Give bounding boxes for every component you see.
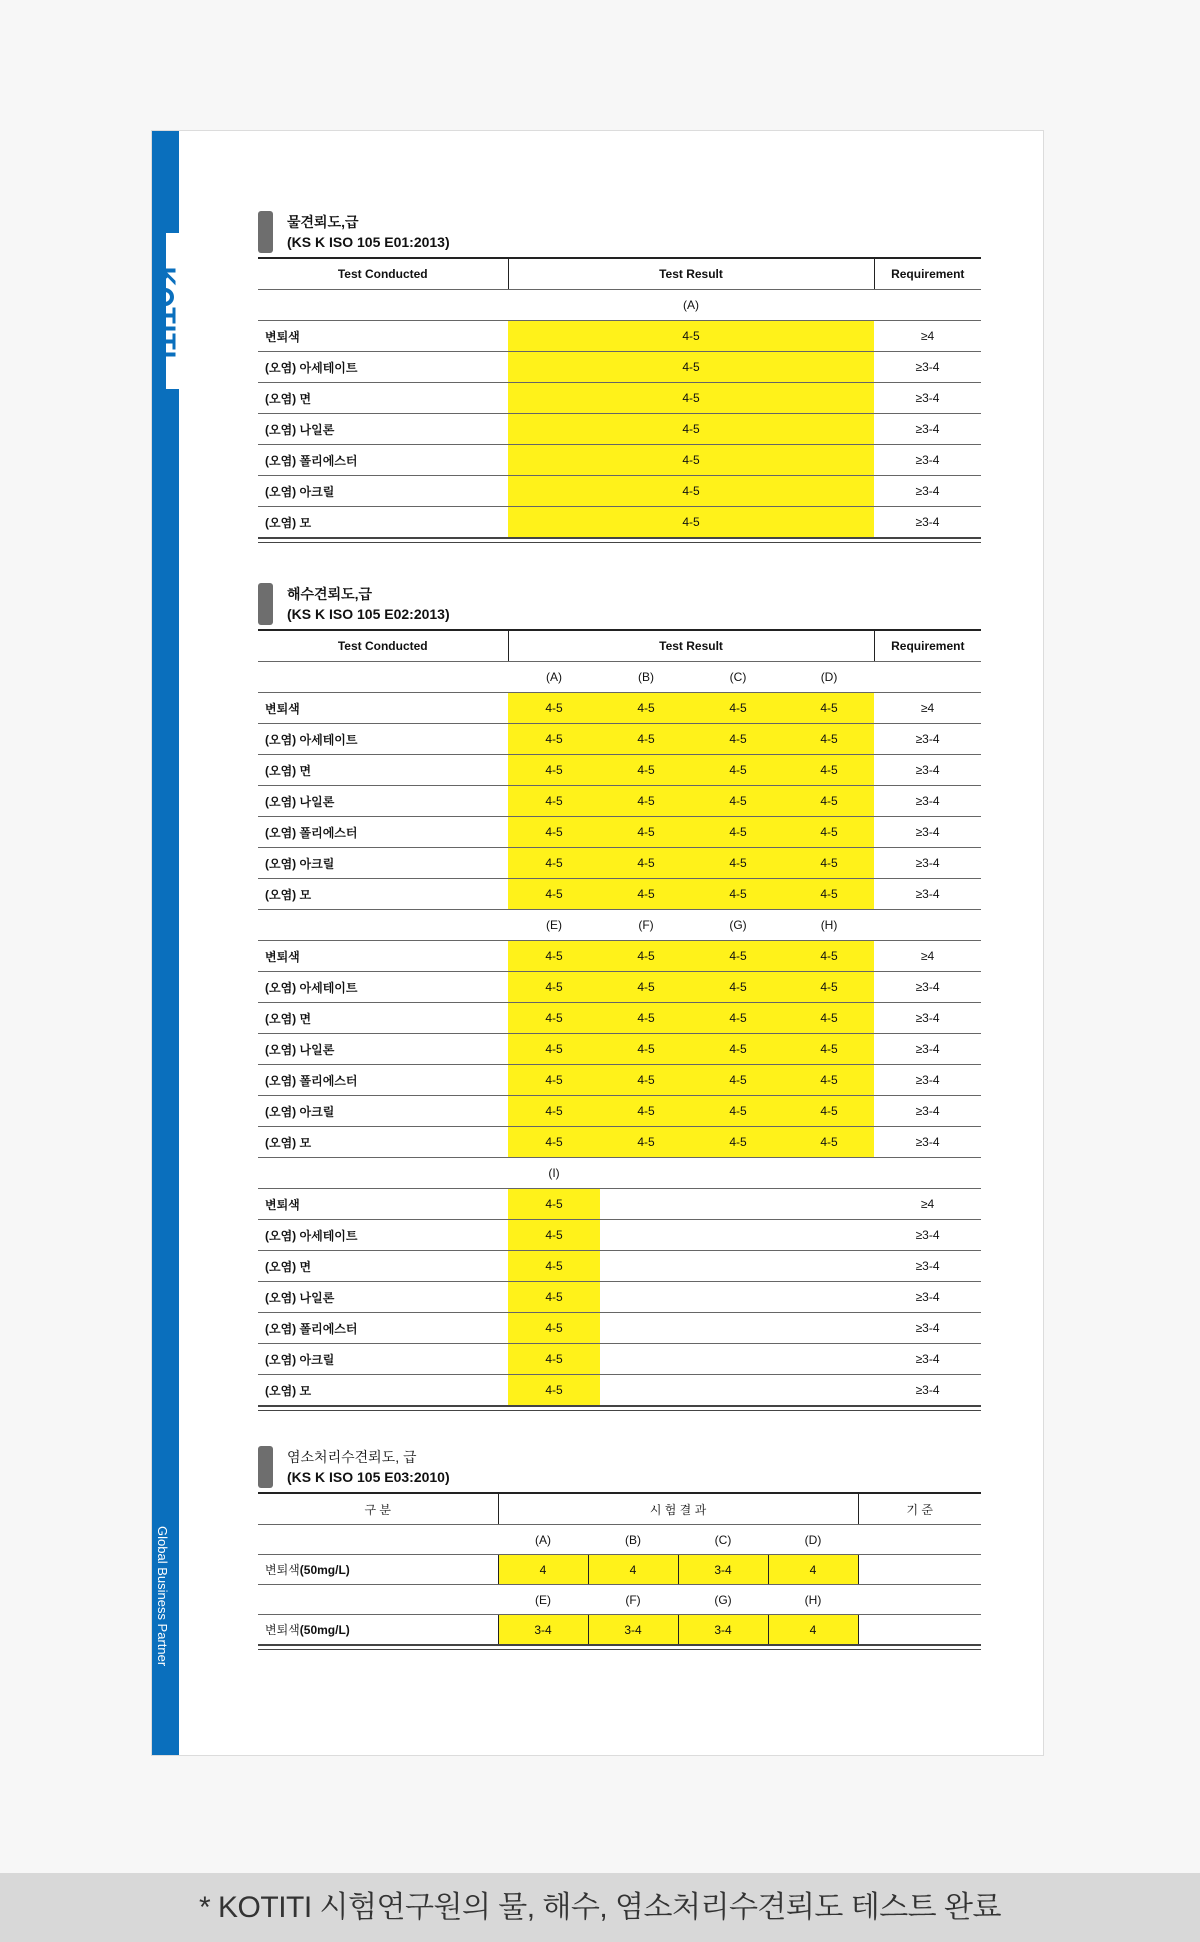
header-test-result: Test Result [508,630,874,662]
section-standard: (KS K ISO 105 E02:2013) [287,606,450,622]
result-cell: 4-5 [784,1096,874,1127]
result-cell [600,1313,692,1344]
result-cell: 4-5 [692,941,784,972]
row-label: 변퇴색 [258,941,508,972]
result-cell: 4-5 [600,1034,692,1065]
sample-label: (E) [508,910,600,941]
table-row [258,1251,981,1282]
table-row [258,1220,981,1251]
requirement-cell: ≥3-4 [874,352,981,383]
table-row [258,1375,981,1406]
requirement-cell: ≥3-4 [874,1034,981,1065]
result-cell: 4-5 [600,786,692,817]
result-cell: 4-5 [600,1003,692,1034]
table-row [258,1344,981,1375]
row-label: (오염) 폴리에스터 [258,817,508,848]
table-header-row [258,630,981,662]
table-row [258,786,981,817]
requirement-cell: ≥3-4 [915,515,940,529]
table-header-row [258,258,981,290]
result-cell: 4-5 [692,786,784,817]
requirement-cell: ≥3-4 [874,1065,981,1096]
row-label-suffix: (50mg/L) [299,1623,350,1637]
sample-label [784,1158,874,1189]
requirement-cell: ≥3-4 [874,1127,981,1158]
row-label: (오염) 나일론 [258,1034,508,1065]
section-standard: (KS K ISO 105 E03:2010) [287,1469,450,1485]
row-label: (오염) 면 [258,1251,508,1282]
row-label: (오염) 모 [265,515,312,530]
result-cell [784,1251,874,1282]
result-cell: 4-5 [784,786,874,817]
result-cell: 4-5 [508,1282,600,1313]
result-cell: 4-5 [692,724,784,755]
result-cell: 4 [588,1555,678,1585]
sample-label: (B) [600,662,692,693]
requirement-cell: ≥3-4 [874,879,981,910]
requirement-cell: ≥3-4 [874,1003,981,1034]
row-label: (오염) 아세테이트 [258,1220,508,1251]
result-cell [692,1282,784,1313]
requirement-cell: ≥3-4 [874,817,981,848]
result-cell: 4-5 [692,1065,784,1096]
sample-label: (G) [692,910,784,941]
result-cell: 4 [498,1555,588,1585]
requirement-cell: ≥3-4 [874,848,981,879]
result-cell: 4-5 [508,445,874,476]
result-cell: 4-5 [784,879,874,910]
row-label: (오염) 나일론 [258,414,508,445]
table-end-rule [258,1644,981,1650]
result-cell [600,1251,692,1282]
row-label: (오염) 아크릴 [258,848,508,879]
sample-label [600,1158,692,1189]
table-row [258,507,981,538]
requirement-cell: ≥4 [874,693,981,724]
result-cell: 4-5 [600,755,692,786]
sample-label: (A) [498,1525,588,1555]
result-cell: 4-5 [508,352,874,383]
row-label [258,1555,498,1585]
result-cell: 4-5 [692,848,784,879]
result-cell: 4-5 [784,848,874,879]
header-category: 구 분 [258,1493,498,1525]
row-label: 변퇴색 [258,321,508,352]
table-row [258,1127,981,1158]
result-cell [784,1282,874,1313]
result-cell: 4-5 [784,755,874,786]
requirement-cell: ≥3-4 [874,414,981,445]
sample-label: (I) [508,1158,600,1189]
result-cell: 4-5 [600,879,692,910]
row-label: 변퇴색 [258,693,508,724]
result-cell [600,1220,692,1251]
row-label-prefix: 변퇴색 [265,1563,300,1577]
table-row [258,1096,981,1127]
requirement-cell: ≥3-4 [874,1313,981,1344]
result-cell: 4-5 [600,724,692,755]
sample-label: (B) [588,1525,678,1555]
sample-label-row [258,1525,981,1555]
table-row [258,1189,981,1220]
sample-label: (A) [508,662,600,693]
table-row [258,848,981,879]
requirement-cell: ≥3-4 [874,786,981,817]
table-row [258,724,981,755]
result-cell: 4-5 [508,941,600,972]
test-report-page [151,130,1044,1756]
row-label: (오염) 나일론 [258,786,508,817]
chlorinated-water-fastness-table [258,1492,981,1644]
row-label: (오염) 모 [265,1383,312,1398]
row-label: 변퇴색 [258,1189,508,1220]
sample-label: (D) [784,662,874,693]
result-cell: 4-5 [692,1034,784,1065]
sample-label: (H) [784,910,874,941]
requirement-cell: ≥3-4 [874,445,981,476]
result-cell: 4-5 [600,817,692,848]
result-cell [784,1313,874,1344]
table-row [258,1555,981,1585]
result-cell: 4-5 [508,879,600,910]
sample-label: (F) [600,910,692,941]
result-cell: 4-5 [508,724,600,755]
row-label-suffix: (50mg/L) [299,1563,350,1577]
result-cell: 3-4 [498,1615,588,1645]
result-cell: 4-5 [784,1065,874,1096]
result-cell: 4-5 [784,972,874,1003]
result-cell [600,1282,692,1313]
table-row [258,879,981,910]
header-requirement: Requirement [874,258,981,290]
sample-label: (C) [692,662,784,693]
result-cell: 4-5 [508,507,874,538]
requirement-cell: ≥3-4 [874,1282,981,1313]
result-cell: 4-5 [508,321,874,352]
requirement-cell: ≥4 [874,1189,981,1220]
section-seawater-fastness [258,583,981,1411]
table-row [258,414,981,445]
section-title: 물견뢰도,급 [287,214,359,230]
sample-label-row [258,1158,981,1189]
section-title: 염소처리수견뢰도, 급 [287,1449,417,1465]
heading-marker [258,1446,273,1488]
table-row [258,1034,981,1065]
row-label: (오염) 아세테이트 [258,352,508,383]
brand-tagline: Global Business Partner [155,1526,170,1667]
result-cell: 4-5 [784,724,874,755]
requirement-cell: ≥3-4 [874,383,981,414]
sample-label: (D) [768,1525,858,1555]
table-row [258,352,981,383]
section-chlorinated-water-fastness [258,1446,981,1650]
result-cell: 4-5 [692,1127,784,1158]
result-cell [600,1189,692,1220]
row-label: (오염) 면 [258,1003,508,1034]
sample-label: (H) [768,1585,858,1615]
table-row [258,755,981,786]
table-row [258,1003,981,1034]
table-row [258,1313,981,1344]
sample-label: (G) [678,1585,768,1615]
section-water-fastness [258,211,981,543]
result-cell: 4-5 [508,1034,600,1065]
requirement-cell: ≥3-4 [874,972,981,1003]
requirement-cell: ≥3-4 [874,1096,981,1127]
sample-label-row [258,662,981,693]
section-standard: (KS K ISO 105 E01:2013) [287,234,450,250]
result-cell: 4-5 [508,1127,600,1158]
row-label [258,1615,498,1645]
table-row [258,972,981,1003]
result-cell [784,1189,874,1220]
result-cell: 4-5 [784,1003,874,1034]
table-row [258,383,981,414]
row-label: (오염) 모 [258,879,508,910]
row-label: (오염) 면 [258,383,508,414]
result-cell: 4-5 [600,1096,692,1127]
row-label: (오염) 아크릴 [258,1096,508,1127]
result-cell: 3-4 [678,1555,768,1585]
kotiti-logo: KTITI [151,266,181,360]
result-cell: 4-5 [508,1313,600,1344]
table-header-row [258,1493,981,1525]
table-row [258,445,981,476]
requirement-cell [858,1615,981,1645]
requirement-cell: ≥3-4 [874,755,981,786]
result-cell: 4-5 [508,476,874,507]
heading-marker [258,211,273,253]
result-cell: 4-5 [600,941,692,972]
table-end-rule [258,1405,981,1411]
result-cell: 4-5 [600,972,692,1003]
header-test-conducted: Test Conducted [258,258,508,290]
result-cell: 4-5 [508,1375,600,1406]
result-cell: 4-5 [508,755,600,786]
result-cell: 4 [768,1615,858,1645]
result-cell [784,1375,874,1406]
header-standard: 기 준 [858,1493,981,1525]
result-cell: 4-5 [692,1096,784,1127]
header-test-result: 시 험 결 과 [498,1493,858,1525]
result-cell: 4-5 [692,693,784,724]
sample-label: (A) [508,290,874,321]
row-label: (오염) 아세테이트 [258,724,508,755]
water-fastness-table [258,257,981,537]
result-cell: 4-5 [508,1189,600,1220]
result-cell [692,1251,784,1282]
result-cell: 4-5 [600,1065,692,1096]
table-row [258,1065,981,1096]
result-cell: 4-5 [692,879,784,910]
table-end-rule [258,537,981,543]
header-test-conducted: Test Conducted [258,630,508,662]
header-test-result: Test Result [508,258,874,290]
table-row [258,1615,981,1645]
result-cell [692,1375,784,1406]
result-cell: 4-5 [784,1034,874,1065]
requirement-cell: ≥3-4 [915,1383,940,1397]
table-row [258,693,981,724]
result-cell [692,1220,784,1251]
result-cell: 4-5 [784,941,874,972]
row-label: (오염) 모 [258,1127,508,1158]
result-cell [692,1189,784,1220]
row-label: (오염) 아세테이트 [258,972,508,1003]
result-cell: 4-5 [508,1065,600,1096]
result-cell: 4-5 [784,817,874,848]
sample-label-row [258,1585,981,1615]
result-cell: 4-5 [508,383,874,414]
result-cell: 4-5 [508,1251,600,1282]
section-title: 해수견뢰도,급 [287,586,373,602]
requirement-cell: ≥3-4 [874,1344,981,1375]
header-requirement: Requirement [874,630,981,662]
result-cell: 4 [768,1555,858,1585]
result-cell: 4-5 [508,972,600,1003]
result-cell: 4-5 [508,817,600,848]
row-label: (오염) 폴리에스터 [258,445,508,476]
result-cell: 4-5 [692,972,784,1003]
result-cell: 4-5 [508,414,874,445]
sample-label: (E) [498,1585,588,1615]
requirement-cell: ≥4 [874,941,981,972]
table-row [258,321,981,352]
result-cell: 4-5 [508,786,600,817]
row-label: (오염) 면 [258,755,508,786]
result-cell: 4-5 [692,1003,784,1034]
sample-label: (C) [678,1525,768,1555]
result-cell: 4-5 [692,817,784,848]
section-heading [258,211,981,257]
requirement-cell: ≥3-4 [874,1220,981,1251]
row-label: (오염) 폴리에스터 [258,1065,508,1096]
sample-label-row [258,910,981,941]
result-cell: 4-5 [508,693,600,724]
result-cell [784,1220,874,1251]
result-cell: 4-5 [508,1220,600,1251]
result-cell: 3-4 [678,1615,768,1645]
result-cell: 4-5 [692,755,784,786]
result-cell: 4-5 [600,1127,692,1158]
section-heading [258,583,981,629]
table-row [258,941,981,972]
row-label: (오염) 나일론 [258,1282,508,1313]
requirement-cell [858,1555,981,1585]
result-cell [600,1344,692,1375]
footer-caption: * KOTITI 시험연구원의 물, 해수, 염소처리수견뢰도 테스트 완료 [0,1873,1200,1942]
result-cell [784,1344,874,1375]
requirement-cell: ≥4 [874,321,981,352]
result-cell: 4-5 [508,1096,600,1127]
requirement-cell: ≥3-4 [874,476,981,507]
sample-label [692,1158,784,1189]
result-cell: 4-5 [600,693,692,724]
seawater-fastness-table [258,629,981,1405]
result-cell [600,1375,692,1406]
table-row [258,476,981,507]
sample-label-row [258,290,981,321]
section-heading [258,1446,981,1492]
result-cell: 4-5 [784,1127,874,1158]
requirement-cell: ≥3-4 [874,1251,981,1282]
row-label: (오염) 아크릴 [258,1344,508,1375]
table-row [258,1282,981,1313]
result-cell: 4-5 [784,693,874,724]
result-cell: 3-4 [588,1615,678,1645]
result-cell [692,1313,784,1344]
sample-label: (F) [588,1585,678,1615]
table-row [258,817,981,848]
result-cell [692,1344,784,1375]
row-label: (오염) 폴리에스터 [258,1313,508,1344]
result-cell: 4-5 [508,848,600,879]
result-cell: 4-5 [508,1344,600,1375]
result-cell: 4-5 [508,1003,600,1034]
row-label-prefix: 변퇴색 [265,1623,300,1637]
row-label: (오염) 아크릴 [258,476,508,507]
result-cell: 4-5 [600,848,692,879]
requirement-cell: ≥3-4 [874,724,981,755]
heading-marker [258,583,273,625]
